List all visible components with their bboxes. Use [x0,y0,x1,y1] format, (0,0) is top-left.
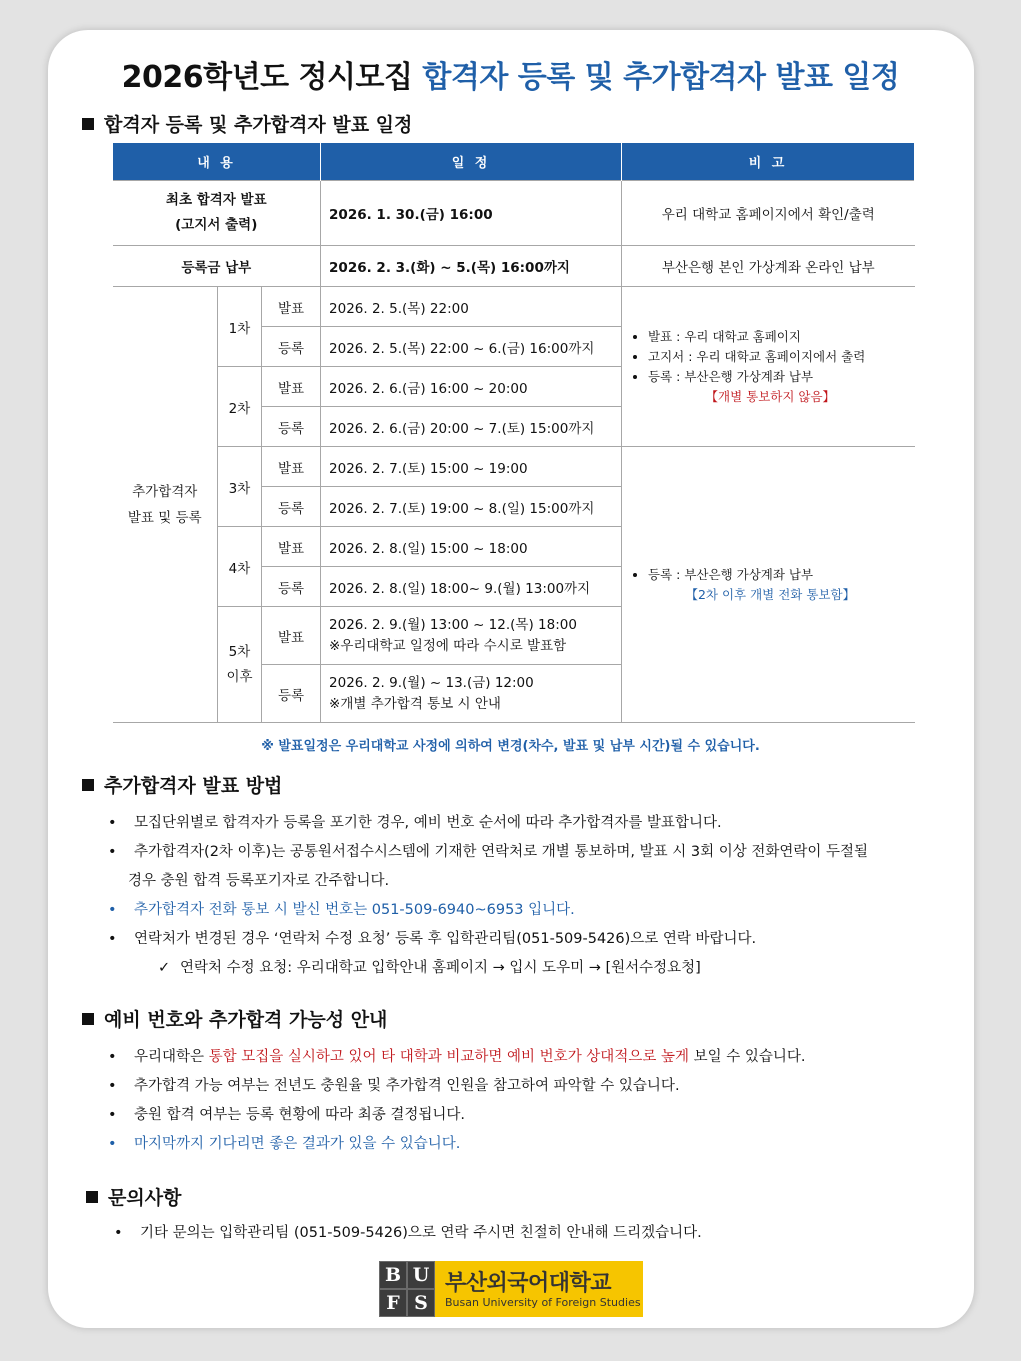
register-date-sub: ※개별 추가합격 통보 시 안내 [329,695,501,712]
first-label-line2: (고지서 출력) [175,217,258,233]
list-item: • 기타 문의는 입학관리팀 (051-509-5426)으로 연락 주시면 친절히 안내해 드리겠습니다. [114,1219,702,1248]
note-item: • 등록 : 부산은행 가상계좌 납부 [648,367,907,387]
announce-date [321,607,622,665]
register-date: 2026. 2. 7.(토) 19:00 ~ 8.(일) 15:00까지 [321,487,622,527]
section3-heading-text: 예비 번호와 추가합격 가능성 안내 [104,1009,388,1031]
note-rounds-1-2 [622,287,915,447]
register-date: 2026. 2. 5.(목) 22:00 ~ 6.(금) 16:00까지 [321,327,622,367]
square-bullet-icon [82,118,94,130]
announce-label: 발표 [262,447,321,487]
first-label [113,181,321,246]
round-label [218,607,262,723]
list-item: • 추가합격자(2차 이후)는 공통원서접수시스템에 기재한 연락처로 개별 통보하며, 발표 시 3회 이상 전화연락이 두절될 [108,838,868,867]
table-footnote: ※ 발표일정은 우리대학교 사정에 의하여 변경(차수, 발표 및 납부 시간)될 수 있습니다. [261,739,760,754]
highlight-red: 통합 모집을 실시하고 있어 타 대학과 비교하면 예비 번호가 상대적으로 높게 [208,1049,689,1065]
additional-label-line2: 발표 및 등록 [127,509,202,526]
header-remarks: 비 고 [622,143,915,181]
additional-label [113,287,218,723]
square-bullet-icon [82,1013,94,1025]
list-item-continued: 경우 충원 합격 등록포기자로 간주합니다. [128,873,390,889]
header-content: 내 용 [113,143,321,181]
announce-label: 발표 [262,287,321,327]
logo-korean-name: 부산외국어대학교 [445,1271,612,1296]
note-item: • 등록 : 부산은행 가상계좌 납부 [648,565,907,585]
register-label: 등록 [262,567,321,607]
announce-label: 발표 [262,607,321,665]
announce-date: 2026. 2. 5.(목) 22:00 [321,287,622,327]
announce-label: 발표 [262,367,321,407]
bufs-emblem: B U F S [379,1261,435,1317]
first-date: 2026. 1. 30.(금) 16:00 [321,181,622,246]
section-heading-inquiry [86,1183,181,1210]
register-date: 2026. 2. 6.(금) 20:00 ~ 7.(토) 15:00까지 [321,407,622,447]
note-rounds-3-plus [622,447,915,723]
section-heading-waitlist [82,1005,387,1032]
round-label: 1차 [218,287,262,367]
header-schedule: 일 정 [321,143,622,181]
additional-label-line1: 추가합격자 [132,483,198,500]
first-note: 우리 대학교 홈페이지에서 확인/출력 [622,181,915,246]
list-item: • 충원 합격 여부는 등록 현황에 따라 최종 결정됩니다. [108,1101,805,1130]
round-label: 4차 [218,527,262,607]
register-label: 등록 [262,665,321,723]
table-header-row [113,143,915,181]
inquiry-list [114,1219,702,1248]
title-highlight: 합격자 등록 및 추가합격자 발표 일정 [422,60,900,95]
announce-date: 2026. 2. 8.(일) 15:00 ~ 18:00 [321,527,622,567]
register-date-main: 2026. 2. 9.(월) ~ 13.(금) 12:00 [329,674,534,691]
list-item-encourage: • 마지막까지 기다리면 좋은 결과가 있을 수 있습니다. [108,1130,805,1159]
register-label: 등록 [262,327,321,367]
list-item: • 모집단위별로 합격자가 등록을 포기한 경우, 예비 번호 순서에 따라 추가합격자를 발표합니다. [108,809,868,838]
round5-line1: 5차 [228,643,251,660]
note-warning-red: 【개별 통보하지 않음】 [705,388,836,404]
section-heading-method [82,771,282,798]
tuition-label: 등록금 납부 [113,246,321,287]
schedule-table [112,143,915,723]
register-date: 2026. 2. 8.(일) 18:00~ 9.(월) 13:00까지 [321,567,622,607]
note-item: • 발표 : 우리 대학교 홈페이지 [648,327,907,347]
section4-heading-text: 문의사항 [108,1187,182,1209]
title-prefix: 2026학년도 정시모집 [121,60,423,95]
round5-line2: 이후 [226,668,253,685]
tuition-date: 2026. 2. 3.(화) ~ 5.(목) 16:00까지 [321,246,622,287]
table-row-tuition [113,246,915,287]
register-date [321,665,622,723]
list-item: • 연락처가 변경된 경우 ‘연락처 수정 요청’ 등록 후 입학관리팀(051-509-5426)으로 연락 바랍니다. [108,925,868,954]
announce-label: 발표 [262,527,321,567]
register-label: 등록 [262,487,321,527]
waitlist-list [108,1043,805,1159]
announce-date-sub: ※우리대학교 일정에 따라 수시로 발표함 [329,637,567,654]
round-label: 2차 [218,367,262,447]
page-title [0,52,1021,96]
tuition-note: 부산은행 본인 가상계좌 온라인 납부 [622,246,915,287]
section-heading-schedule [82,110,412,137]
square-bullet-icon [86,1191,98,1203]
list-item: • 추가합격 가능 여부는 전년도 충원율 및 추가합격 인원을 참고하여 파악할 수 있습니다. [108,1072,805,1101]
first-label-line1: 최초 합격자 발표 [165,192,267,208]
note-info-blue: 【2차 이후 개별 전화 통보함】 [685,586,856,602]
method-list [108,809,868,983]
list-item-check: ✓ 연락처 수정 요청: 우리대학교 입학안내 홈페이지 → 입시 도우미 → [원서수정요청] [108,954,868,983]
note-item: • 고지서 : 우리 대학교 홈페이지에서 출력 [648,347,907,367]
university-logo [379,1261,643,1317]
list-item: • 우리대학은 통합 모집을 실시하고 있어 타 대학과 비교하면 예비 번호가 상대적으로 높게 보일 수 있습니다. [108,1043,805,1072]
register-label: 등록 [262,407,321,447]
logo-english-name: Busan University of Foreign Studies [445,1296,641,1309]
square-bullet-icon [82,779,94,791]
section2-heading-text: 추가합격자 발표 방법 [104,775,283,797]
table-row-first [113,181,915,246]
announce-date: 2026. 2. 6.(금) 16:00 ~ 20:00 [321,367,622,407]
list-item-phone: • 추가합격자 전화 통보 시 발신 번호는 051-509-6940~6953 입니다. [108,896,868,925]
table-row [113,287,915,327]
announce-date: 2026. 2. 7.(토) 15:00 ~ 19:00 [321,447,622,487]
table-row [113,447,915,487]
round-label: 3차 [218,447,262,527]
section1-heading-text: 합격자 등록 및 추가합격자 발표 일정 [104,114,413,136]
announce-date-main: 2026. 2. 9.(월) 13:00 ~ 12.(목) 18:00 [329,616,577,633]
